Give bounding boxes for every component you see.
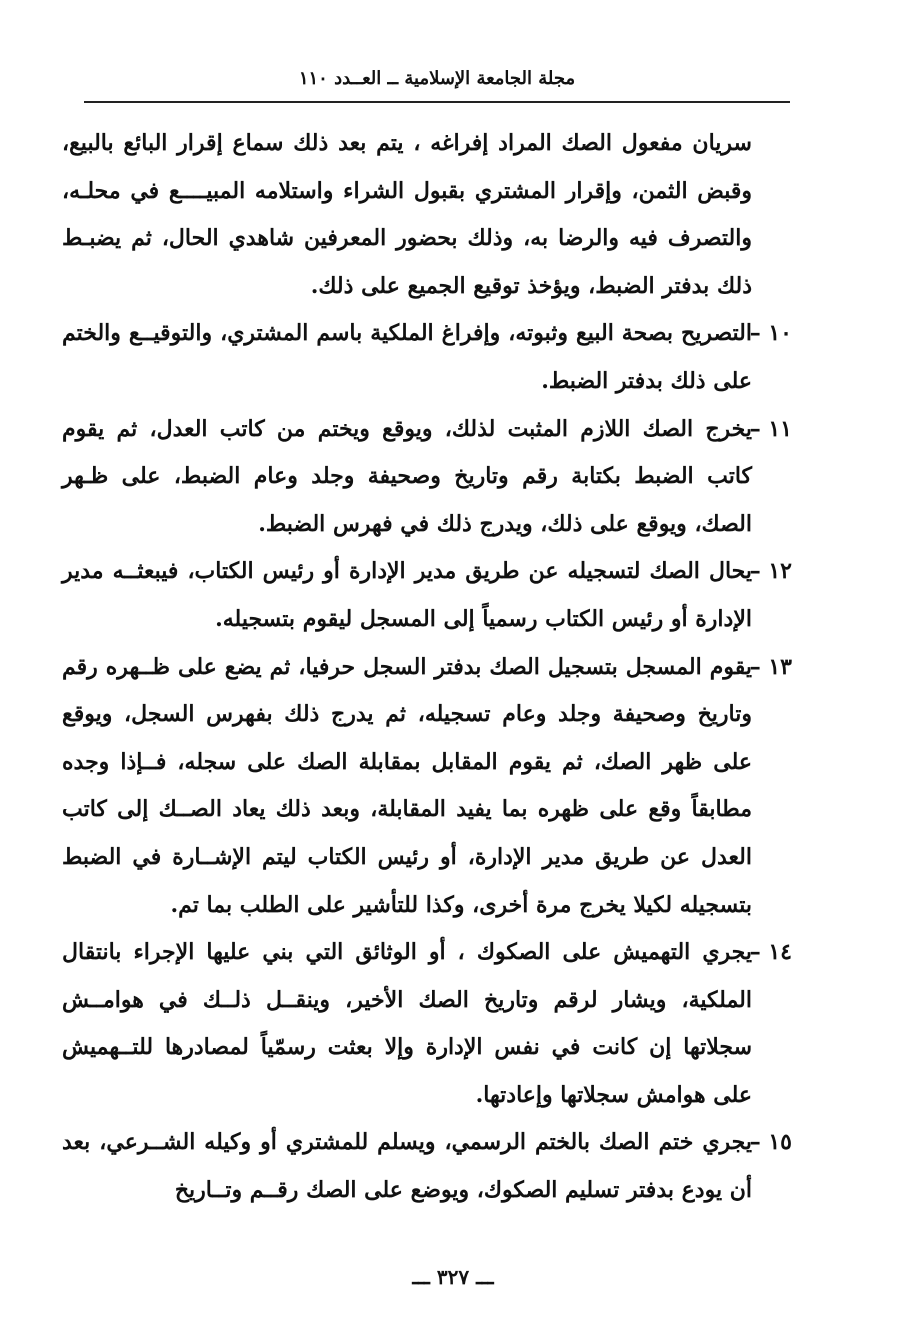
header-rule	[84, 101, 790, 103]
list-item	[62, 310, 792, 405]
intro-paragraph: سريان مفعول الصك المراد إفراغه ، يتم بعد ذلك سماع إقرار البائع بالبيع، وقبض الثمن، وإقرار المشتري بقبول الشراء واستلامه المبيــــع في محلـه، والتصرف فيه والرضا به، وذلك بحضور المعرفين شاهدي الحال، ثم يضبـط ذلك بدفتر الضبط، ويؤخذ توقيع الجميع على ذلك.	[62, 130, 752, 299]
item-text: يجري ختم الصك بالختم الرسمي، ويسلم للمشتري أو وكيله الشــرعي، بعد أن يودع بدفتر تسليم الصكوك، ويوضع على الصك رقــم وتــاريخ	[62, 1129, 752, 1204]
page-number: ـــ ٣٢٧ ـــ	[412, 1265, 494, 1289]
item-number: ١٢ –	[749, 558, 792, 585]
list-item	[62, 406, 792, 549]
item-number: ١١ –	[749, 415, 792, 442]
running-header: مجلة الجامعة الإسلامية ــ العــدد ١١٠	[298, 68, 576, 89]
list-item	[62, 929, 792, 1119]
item-text: يحال الصك لتسجيله عن طريق مدير الإدارة أو رئيس الكتاب، فيبعثــه مدير الإدارة أو رئيس الكتاب رسمياً إلى المسجل ليقوم بتسجيله.	[62, 558, 752, 632]
list-item	[62, 1119, 792, 1214]
item-text: يجري التهميش على الصكوك ، أو الوثائق التي بني عليها الإجراء بانتقال الملكية، ويشار لرقم وتاريخ الصك الأخير، وينقــل ذلــك في هوامــش سجلاتها إن كانت في نفس الإدارة وإلا بعثت رسمّياً لمصادرها للتــهميش على هوامش سجلاتها وإعادتها.	[62, 939, 752, 1108]
item-number: ١٣ –	[749, 653, 792, 680]
document-body	[62, 120, 792, 1215]
item-number: ١٠ –	[749, 320, 792, 347]
list-item	[62, 644, 792, 930]
item-text: يخرج الصك اللازم المثبت لذلك، ويوقع ويختم من كاتب العدل، ثم يقوم كاتب الضبط بكتابة رقم وتاريخ وصحيفة وجلد وعام الضبط، على ظـهر الصك، ويوقع على ذلك، ويدرج ذلك في فهرس الضبط.	[62, 415, 752, 537]
item-text: يقوم المسجل بتسجيل الصك بدفتر السجل حرفيا، ثم يضع على ظــهره رقم وتاريخ وصحيفة وجلد وعام تسجيله، ثم يدرج ذلك بفهرس السجل، ويوقع على ظهر الصك، ثم يقوم المقابل بمقابلة الصك على سجله، فــإذا وجده مطابقاً وقع على ظهره بما يفيد المقابلة، وبعد ذلك يعاد الصــك إلى كاتب العدل عن طريق مدير الإدارة، أو رئيس الكتاب ليتم الإشــارة في الضبط بتسجيله لكيلا يخرج مرة أخرى، وكذا للتأشير على الطلب بما تم.	[62, 653, 752, 918]
item-text: التصريح بصحة البيع وثبوته، وإفراغ الملكية باسم المشتري، والتوقيــع والختم على ذلك بدفتر الضبط.	[62, 320, 752, 394]
item-number: ١٤ –	[749, 939, 792, 966]
item-number: ١٥ –	[749, 1129, 792, 1156]
list-item	[62, 548, 792, 643]
